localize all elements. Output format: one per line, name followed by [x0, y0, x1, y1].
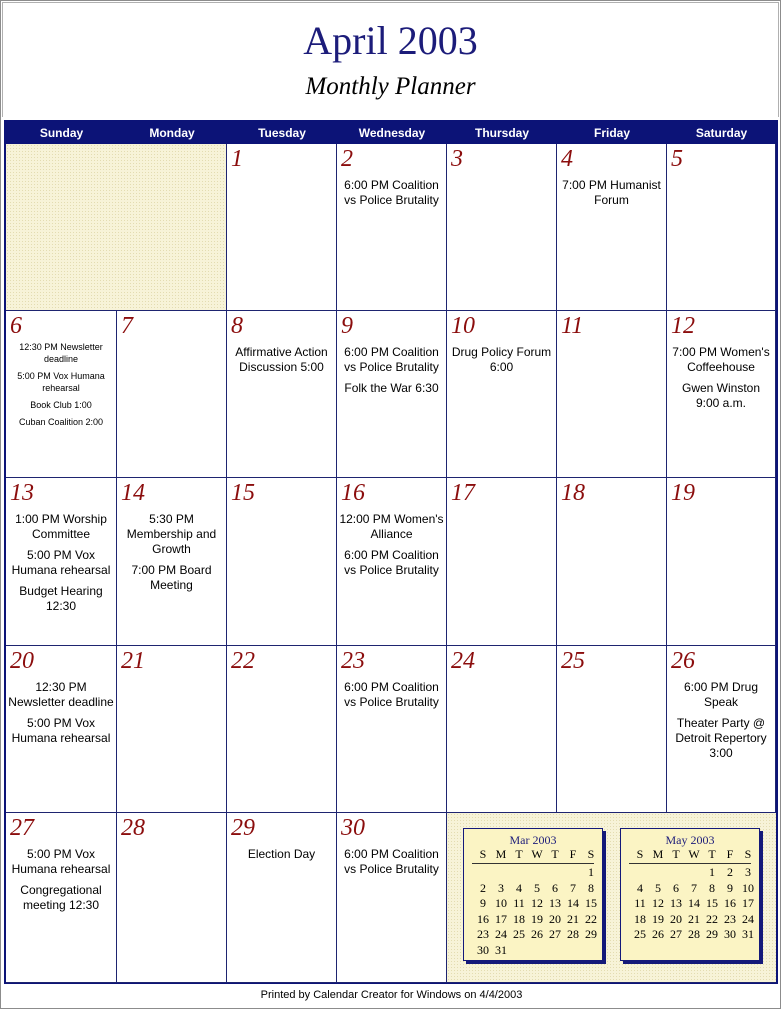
- calendar-cell-day-20[interactable]: [6, 646, 117, 813]
- mini-calendar-day[interactable]: 22: [585, 911, 597, 926]
- event-list: [339, 345, 444, 402]
- mini-calendar-day[interactable]: 1: [588, 865, 594, 879]
- calendar-cell-day-30[interactable]: [337, 813, 447, 983]
- mini-calendar-day[interactable]: 8: [588, 880, 594, 895]
- event-entry[interactable]: 1:00 PM Worship Committee: [15, 512, 107, 541]
- mini-calendar-weekday: W: [531, 847, 543, 861]
- mini-calendar-day[interactable]: 25: [513, 927, 525, 941]
- mini-calendar-weekday: F: [569, 847, 577, 861]
- month-calendar: [4, 120, 778, 984]
- day-number: 23: [341, 648, 365, 674]
- event-list: [8, 512, 114, 620]
- calendar-cell-day-26[interactable]: [667, 646, 776, 813]
- event-entry[interactable]: 12:30 PM Newsletter deadline: [19, 342, 103, 364]
- mini-calendar-day[interactable]: 10: [495, 896, 507, 910]
- mini-calendar-day[interactable]: 18: [634, 911, 646, 926]
- mini-calendar-day[interactable]: 20: [670, 911, 682, 926]
- calendar-cell-day-19[interactable]: [667, 478, 776, 646]
- mini-calendar-weekday: M: [652, 847, 664, 861]
- mini-calendar-day[interactable]: 30: [724, 927, 736, 941]
- mini-calendar-day[interactable]: 5: [655, 880, 661, 895]
- planner-header: [2, 2, 779, 117]
- event-entry[interactable]: 5:00 PM Vox Humana rehearsal: [11, 716, 111, 745]
- mini-calendar-day[interactable]: 26: [652, 927, 664, 941]
- event-entry[interactable]: 7:00 PM Women's Coffeehouse: [672, 345, 770, 374]
- day-number: 28: [121, 815, 145, 841]
- event-list: [339, 847, 444, 883]
- calendar-cell-day-18[interactable]: [557, 478, 667, 646]
- mini-calendar-day[interactable]: 1: [709, 865, 715, 879]
- event-entry[interactable]: Folk the War 6:30: [344, 381, 439, 395]
- event-list: [8, 680, 114, 752]
- event-entry[interactable]: 6:00 PM Drug Speak: [683, 680, 759, 709]
- day-number: 6: [10, 313, 22, 339]
- mini-calendar-day[interactable]: 20: [549, 911, 561, 926]
- weekday-wednesday: Wednesday: [358, 126, 426, 140]
- calendar-cell-day-14[interactable]: [117, 478, 227, 646]
- mini-calendar-day[interactable]: 30: [477, 942, 489, 957]
- mini-calendar-weekday: S: [636, 847, 644, 861]
- mini-calendar-day[interactable]: 4: [516, 880, 522, 895]
- mini-calendar-title: May 2003: [665, 833, 715, 847]
- mini-calendar-day[interactable]: 12: [652, 896, 664, 910]
- event-entry[interactable]: 5:00 PM Vox Humana rehearsal: [11, 847, 111, 876]
- calendar-cell-day-15[interactable]: [227, 478, 337, 646]
- event-list: [559, 178, 664, 214]
- event-entry[interactable]: Theater Party @ Detroit Repertory 3:00: [675, 716, 767, 760]
- mini-calendar-day[interactable]: 24: [742, 911, 754, 926]
- day-number: 2: [341, 146, 353, 172]
- calendar-cell-day-2[interactable]: [337, 144, 447, 311]
- print-footer: Printed by Calendar Creator for Windows on 4/4/2003: [260, 989, 523, 1001]
- weekday-sunday: Sunday: [39, 126, 84, 140]
- mini-calendar-area: [447, 813, 776, 983]
- mini-calendar-weekday: T: [515, 847, 523, 861]
- day-number: 15: [231, 480, 255, 506]
- mini-calendar-day[interactable]: 19: [652, 911, 664, 926]
- weekday-tuesday: Tuesday: [258, 126, 306, 140]
- event-list: [339, 680, 444, 716]
- calendar-cell-empty[interactable]: [6, 144, 117, 311]
- weekday-header-bar: [6, 122, 776, 144]
- day-number: 30: [341, 815, 365, 841]
- day-number: 9: [341, 313, 353, 339]
- weekday-friday: Friday: [593, 126, 630, 140]
- day-number: 7: [121, 313, 133, 339]
- event-list: [669, 680, 773, 767]
- mini-calendar-day[interactable]: 27: [670, 927, 682, 941]
- calendar-cell-day-6[interactable]: [6, 311, 117, 478]
- mini-calendar-weekday: W: [688, 847, 700, 861]
- mini-calendar-day[interactable]: 26: [531, 927, 543, 941]
- event-entry[interactable]: Gwen Winston 9:00 a.m.: [681, 381, 761, 410]
- page-subtitle: Monthly Planner: [305, 73, 476, 100]
- event-entry[interactable]: 5:30 PM Membership and Growth: [126, 512, 217, 556]
- mini-calendar-day[interactable]: 14: [567, 896, 579, 910]
- page-title: April 2003: [303, 18, 478, 63]
- day-number: 14: [121, 480, 145, 506]
- weekday-saturday: Saturday: [695, 126, 748, 140]
- event-entry[interactable]: Election Day: [247, 847, 316, 861]
- mini-calendar-day[interactable]: 3: [745, 865, 751, 879]
- day-number: 25: [561, 648, 585, 674]
- day-number: 3: [451, 146, 463, 172]
- calendar-cell-day-21[interactable]: [117, 646, 227, 813]
- event-entry[interactable]: 7:00 PM Board Meeting: [131, 563, 212, 592]
- event-entry[interactable]: 6:00 PM Coalition vs Police Brutality: [344, 178, 439, 207]
- event-entry[interactable]: Congregational meeting 12:30: [20, 883, 102, 912]
- event-list: [669, 345, 773, 417]
- mini-calendar-day[interactable]: 11: [513, 896, 525, 910]
- mini-calendar-day[interactable]: 29: [585, 927, 597, 941]
- event-entry[interactable]: 5:00 PM Vox Humana rehearsal: [17, 371, 105, 393]
- event-list: [339, 178, 444, 214]
- event-list: [339, 512, 444, 584]
- event-list: [229, 847, 334, 868]
- weekday-thursday: Thursday: [474, 126, 529, 140]
- event-entry[interactable]: 6:00 PM Coalition vs Police Brutality: [344, 345, 439, 374]
- mini-calendar-day[interactable]: 17: [495, 911, 507, 926]
- day-number: 18: [561, 480, 585, 506]
- event-entry[interactable]: Drug Policy Forum 6:00: [451, 345, 552, 374]
- mini-calendar-day[interactable]: 8: [709, 880, 715, 895]
- mini-calendar-day[interactable]: 16: [477, 911, 489, 926]
- mini-calendar-day[interactable]: 19: [531, 911, 543, 926]
- mini-calendar-day[interactable]: 11: [634, 896, 646, 910]
- mini-calendar-day[interactable]: 14: [688, 896, 700, 910]
- day-number: 12: [671, 313, 695, 339]
- calendar-cell-day-1[interactable]: [227, 144, 337, 311]
- day-number: 17: [451, 480, 475, 506]
- mini-calendar-day[interactable]: 25: [634, 927, 646, 941]
- mini-calendar-day[interactable]: 22: [706, 911, 718, 926]
- mini-calendar-title: Mar 2003: [509, 833, 557, 847]
- event-entry[interactable]: 6:00 PM Coalition vs Police Brutality: [344, 548, 439, 577]
- mini-calendar-day[interactable]: 28: [567, 927, 579, 941]
- mini-calendar-weekday: F: [726, 847, 734, 861]
- mini-calendar-weekday: S: [479, 847, 487, 861]
- mini-calendar-day[interactable]: 15: [706, 896, 718, 910]
- event-list: [8, 847, 114, 919]
- mini-calendar-divider: [472, 863, 594, 864]
- mini-calendar-day[interactable]: 31: [495, 942, 507, 957]
- calendar-cell-day-13[interactable]: [6, 478, 117, 646]
- day-number: 8: [231, 313, 243, 339]
- mini-calendar-day[interactable]: 7: [570, 880, 576, 895]
- event-entry[interactable]: 12:30 PM Newsletter deadline: [8, 680, 114, 709]
- day-number: 26: [671, 648, 695, 674]
- calendar-cell-day-27[interactable]: [6, 813, 117, 983]
- day-number: 13: [10, 480, 34, 506]
- mini-calendar-day[interactable]: 23: [477, 927, 489, 941]
- calendar-cell-day-12[interactable]: [667, 311, 776, 478]
- calendar-cell-day-8[interactable]: [227, 311, 337, 478]
- event-list: [119, 512, 224, 599]
- mini-calendar-day[interactable]: 9: [480, 896, 486, 910]
- event-list: [229, 345, 334, 381]
- mini-calendar-day[interactable]: 16: [724, 896, 736, 910]
- day-number: 16: [341, 480, 365, 506]
- mini-calendar-day[interactable]: 28: [688, 927, 700, 941]
- day-number: 29: [231, 815, 255, 841]
- mini-calendar-weekday: M: [495, 847, 507, 861]
- mini-calendar-day[interactable]: 9: [727, 880, 733, 895]
- mini-calendar-day[interactable]: 10: [742, 880, 754, 895]
- mini-calendar-day[interactable]: 23: [724, 911, 736, 926]
- day-number: 11: [561, 313, 584, 339]
- mini-calendar-weekday: S: [587, 847, 595, 861]
- event-entry[interactable]: 5:00 PM Vox Humana rehearsal: [11, 548, 111, 577]
- mini-calendar-weekday: T: [672, 847, 680, 861]
- calendar-cell-day-24[interactable]: [447, 646, 557, 813]
- mini-calendar-day[interactable]: 21: [567, 911, 579, 926]
- mini-calendar-weekday: T: [551, 847, 559, 861]
- mini-calendar-day[interactable]: 4: [637, 880, 643, 895]
- mini-calendar-mar-2003[interactable]: [463, 828, 603, 961]
- mini-calendar-day[interactable]: 5: [534, 880, 540, 895]
- mini-calendar-day[interactable]: 6: [673, 880, 679, 895]
- mini-calendar-day[interactable]: 2: [480, 880, 486, 895]
- event-entry[interactable]: Budget Hearing 12:30: [19, 584, 103, 613]
- day-number: 5: [671, 146, 683, 172]
- event-entry[interactable]: 7:00 PM Humanist Forum: [562, 178, 661, 207]
- mini-calendar-day[interactable]: 21: [688, 911, 700, 926]
- day-number: 21: [121, 648, 145, 674]
- day-number: 20: [10, 648, 34, 674]
- weekday-monday: Monday: [149, 126, 195, 140]
- mini-calendar-day[interactable]: 18: [513, 911, 525, 926]
- day-number: 4: [561, 146, 573, 172]
- calendar-cell-day-22[interactable]: [227, 646, 337, 813]
- calendar-cell-day-23[interactable]: [337, 646, 447, 813]
- mini-calendar-day[interactable]: 12: [531, 896, 543, 910]
- mini-calendar-day[interactable]: 31: [742, 927, 754, 941]
- mini-calendar-may-2003[interactable]: [620, 828, 760, 961]
- calendar-cell-day-4[interactable]: [557, 144, 667, 311]
- event-list: [449, 345, 554, 381]
- day-number: 10: [451, 313, 475, 339]
- day-number: 22: [231, 648, 255, 674]
- mini-calendar-day[interactable]: 6: [552, 880, 558, 895]
- event-list: [8, 341, 114, 433]
- calendar-cell-day-9[interactable]: [337, 311, 447, 478]
- calendar-cell-day-7[interactable]: [117, 311, 227, 478]
- mini-calendar-divider: [629, 863, 751, 864]
- mini-calendar-day[interactable]: 17: [742, 896, 754, 910]
- event-entry[interactable]: 6:00 PM Coalition vs Police Brutality: [344, 680, 439, 709]
- mini-calendar-day[interactable]: 24: [495, 927, 507, 941]
- mini-calendar-day[interactable]: 2: [727, 865, 733, 879]
- day-number: 1: [231, 146, 243, 172]
- event-entry[interactable]: 12:00 PM Women's Alliance: [339, 512, 444, 541]
- event-entry[interactable]: Book Club 1:00: [30, 400, 92, 410]
- event-entry[interactable]: 6:00 PM Coalition vs Police Brutality: [344, 847, 439, 876]
- event-entry[interactable]: Cuban Coalition 2:00: [18, 417, 104, 427]
- mini-calendar-day[interactable]: 3: [498, 880, 504, 895]
- mini-calendar-weekday: T: [708, 847, 716, 861]
- mini-calendar-day[interactable]: 15: [585, 896, 597, 910]
- mini-calendar-day[interactable]: 29: [706, 927, 718, 941]
- mini-calendar-day[interactable]: 13: [670, 896, 682, 910]
- day-number: 24: [451, 648, 475, 674]
- calendar-cell-day-16[interactable]: [337, 478, 447, 646]
- calendar-cell-day-3[interactable]: [447, 144, 557, 311]
- calendar-cell-day-10[interactable]: [447, 311, 557, 478]
- day-number: 27: [10, 815, 34, 841]
- mini-calendar-day[interactable]: 7: [691, 880, 697, 895]
- mini-calendar-day[interactable]: 27: [549, 927, 561, 941]
- day-number: 19: [671, 480, 695, 506]
- calendar-cell-empty[interactable]: [117, 144, 227, 311]
- calendar-cell-day-28[interactable]: [117, 813, 227, 983]
- calendar-cell-day-29[interactable]: [227, 813, 337, 983]
- calendar-cell-day-17[interactable]: [447, 478, 557, 646]
- calendar-cell-day-11[interactable]: [557, 311, 667, 478]
- calendar-cell-day-25[interactable]: [557, 646, 667, 813]
- event-entry[interactable]: Affirmative Action Discussion 5:00: [235, 345, 328, 374]
- mini-calendar-day[interactable]: 13: [549, 896, 561, 910]
- mini-calendar-weekday: S: [744, 847, 752, 861]
- calendar-cell-day-5[interactable]: [667, 144, 776, 311]
